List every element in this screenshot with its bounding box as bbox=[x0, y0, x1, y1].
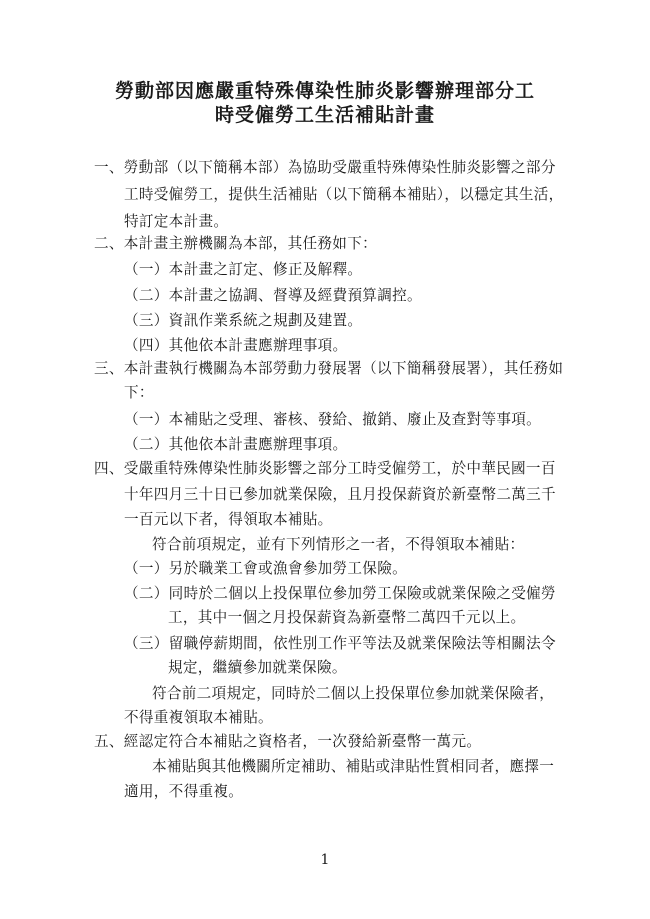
article-2-item-3: （三）資訊作業系統之規劃及建置。 bbox=[124, 312, 363, 329]
article-4-item-2-line-1: （二）同時於二個以上投保單位參加勞工保險或就業保險之受僱勞 bbox=[124, 585, 556, 602]
article-4-paragraph-3-line-2: 不得重複領取本補貼。 bbox=[124, 709, 273, 726]
article-4-item-3-line-1: （三）留職停薪期間，依性別工作平等法及就業保險法等相關法令 bbox=[124, 635, 556, 652]
article-4-line-1: 四、受嚴重特殊傳染性肺炎影響之部分工時受僱勞工，於中華民國一百 bbox=[94, 460, 556, 477]
article-4-item-2-line-2: 工，其中一個之月投保薪資為新臺幣二萬四千元以上。 bbox=[168, 609, 526, 626]
article-2-item-2: （二）本計畫之協調、督導及經費預算調控。 bbox=[124, 287, 422, 304]
article-3-item-1: （一）本補貼之受理、審核、發給、撤銷、廢止及查對等事項。 bbox=[124, 411, 542, 428]
document-title-line-2: 時受僱勞工生活補貼計畫 bbox=[214, 104, 435, 126]
article-4-line-2: 十年四月三十日已參加就業保險，且月投保薪資於新臺幣二萬三千 bbox=[124, 486, 556, 503]
article-1-line-3: 特訂定本計畫。 bbox=[124, 213, 229, 230]
article-4-paragraph-2: 符合前項規定，並有下列情形之一者，不得領取本補貼： bbox=[152, 536, 525, 553]
article-2-item-1: （一）本計畫之訂定、修正及解釋。 bbox=[124, 261, 363, 278]
article-3-line-1: 三、本計畫執行機關為本部勞動力發展署（以下簡稱發展署），其任務如 bbox=[94, 360, 564, 377]
article-4-line-3: 一百元以下者，得領取本補貼。 bbox=[124, 511, 333, 528]
article-1-line-2: 工時受僱勞工，提供生活補貼（以下簡稱本補貼），以穩定其生活， bbox=[124, 186, 564, 203]
article-4-item-1: （一）另於職業工會或漁會參加勞工保險。 bbox=[124, 560, 407, 577]
article-5-line-1: 五、經認定符合本補貼之資格者，一次發給新臺幣一萬元。 bbox=[94, 733, 482, 750]
page-number: 1 bbox=[320, 852, 330, 868]
article-2-item-4: （四）其他依本計畫應辦理事項。 bbox=[124, 337, 348, 354]
article-1-line-1: 一、勞動部（以下簡稱本部）為協助受嚴重特殊傳染性肺炎影響之部分 bbox=[94, 159, 556, 176]
article-5-paragraph-2-line-1: 本補貼與其他機關所定補助、補貼或津貼性質相同者，應擇一 bbox=[152, 758, 555, 775]
article-5-paragraph-2-line-2: 適用，不得重複。 bbox=[124, 783, 244, 800]
document-title-line-1: 勞動部因應嚴重特殊傳染性肺炎影響辦理部分工 bbox=[114, 80, 535, 102]
article-3-item-2: （二）其他依本計畫應辦理事項。 bbox=[124, 436, 348, 453]
article-2-line-1: 二、本計畫主辦機關為本部，其任務如下： bbox=[94, 235, 377, 252]
article-4-item-3-line-2: 規定，繼續參加就業保險。 bbox=[168, 659, 347, 676]
article-3-line-2: 下： bbox=[124, 384, 154, 401]
article-4-paragraph-3-line-1: 符合前二項規定，同時於二個以上投保單位參加就業保險者， bbox=[152, 685, 555, 702]
